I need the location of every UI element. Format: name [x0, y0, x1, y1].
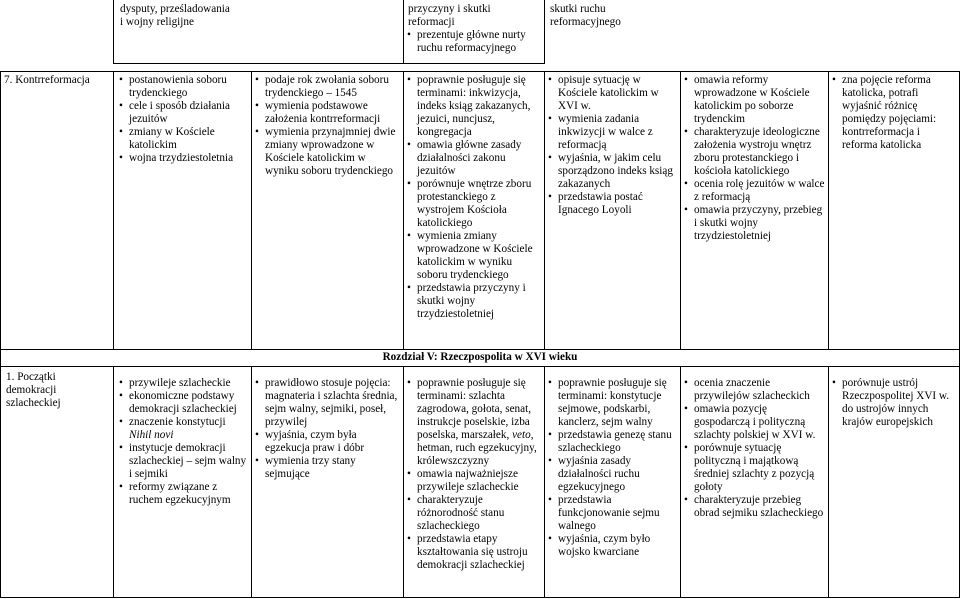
- list-item: [118, 416, 248, 442]
- list-item: • omawia główne zasady działalności zakonu jezuitów: [408, 139, 541, 178]
- row7-advanced-cell: [546, 73, 680, 217]
- bullet-list: [408, 29, 541, 55]
- grid-v: [403, 71, 404, 350]
- bullet-list: [685, 377, 825, 520]
- row7-excellent-cell: [830, 73, 959, 152]
- topic-title: 1. Początki demokracji szlacheckiej: [6, 371, 61, 409]
- text-line: przyczyny i skutki: [408, 3, 491, 15]
- table-border-bottom: [0, 597, 960, 598]
- bullet-list: [118, 377, 248, 507]
- list-item: • wymienia podstawowe założenia kontrreformacji: [256, 100, 400, 126]
- row7-content-cell: [115, 73, 251, 165]
- list-item-text: znaczenie konstytucji: [129, 416, 226, 428]
- list-item: • poprawnie posługuje się terminami: inkwizycja, indeks ksiąg zakazanych, jezuici, nuncjusz, kongregacja: [408, 74, 541, 139]
- bullet-list: [549, 74, 677, 217]
- list-item-text: reformy związane z ruchem egzekucyjnym: [129, 481, 231, 506]
- list-item: • przedstawia genezę stanu szlacheckiego: [549, 429, 677, 455]
- list-item: [118, 481, 248, 507]
- bullet-list: [833, 74, 956, 152]
- bullet-list: [256, 377, 400, 481]
- row1-topic-cell: [3, 370, 111, 410]
- list-item: • wymienia zadania inkwizycji w walce z reformacją: [549, 113, 677, 152]
- bullet-list: [685, 74, 825, 243]
- list-item: • opisuje sytuację w Kościele katolickim w XVI w.: [549, 74, 677, 113]
- list-item: • porównuje sytuację polityczną i majątkową średniej szlachty z pozycją gołoty: [685, 442, 825, 494]
- list-item-text: instytucje demokracji szlacheckiej – sejm walny i sejmiki: [129, 442, 247, 480]
- grid-v: [0, 71, 1, 350]
- grid-v: [680, 366, 681, 598]
- row7-basic-cell: [253, 73, 403, 178]
- table-border-row7-top: [0, 71, 960, 72]
- grid-v: [403, 0, 404, 64]
- list-item: • wyjaśnia zasady działalności ruchu egzekucyjnego: [549, 455, 677, 494]
- topic-title: 7. Kontrreformacja: [4, 74, 90, 86]
- list-item: • postanowienia soboru trydenckiego: [118, 74, 248, 100]
- list-item: • omawia najważniejsze przywileje szlacheckie: [408, 468, 541, 494]
- list-item: • zmiany w Kościele katolickim: [118, 126, 248, 152]
- list-item: • charakteryzuje różnorodność stanu szlacheckiego: [408, 494, 541, 533]
- list-item: • wyjaśnia, czym była egzekucja praw i dóbr: [256, 429, 400, 455]
- grid-v: [544, 0, 545, 64]
- italic-term: veto: [512, 429, 531, 441]
- list-item: • przedstawia etapy kształtowania się ustroju demokracji szlacheckiej: [408, 533, 541, 572]
- row1-extended-cell: [405, 376, 544, 572]
- list-item: • ocenia rolę jezuitów w walce z reformacją: [685, 178, 825, 204]
- grid-v: [680, 71, 681, 350]
- row7-complete-cell: [682, 73, 828, 243]
- list-item: • zna pojęcie reforma katolicka, potrafi wyjaśnić różnicę pomiędzy pojęciami: kontrreformacja i reforma katolicka: [833, 74, 956, 152]
- list-item: • omawia przyczyny, przebieg i skutki wojny trzydziestoletniej: [685, 204, 825, 243]
- row1-basic-cell: [253, 376, 403, 481]
- list-item: • poprawnie posługuje się terminami: konstytucje sejmowe, podskarbi, kanclerz, sejm walny: [549, 377, 677, 429]
- list-item: • omawia reformy wprowadzone w Kościele katolickim po soborze trydenckim: [685, 74, 825, 126]
- top-row-advanced-cell: [547, 2, 680, 29]
- grid-v: [544, 71, 545, 350]
- list-item-text: przywileje szlacheckie: [129, 377, 231, 389]
- grid-v: [251, 71, 252, 350]
- list-item: • omawia pozycję gospodarczą i polityczną szlachty polskiej w XVI w.: [685, 403, 825, 442]
- list-item: • prawidłowo stosuje pojęcia: magnateria i szlachta średnia, sejm walny, sejmiki, poseł, przywilej: [256, 377, 400, 429]
- list-item: • wymienia przynajmniej dwie zmiany wprowadzone w Kościele katolickim w wyniku soboru trydenckiego: [256, 126, 400, 178]
- list-item: • wojna trzydziestoletnia: [118, 152, 248, 165]
- top-row-content-cell: [117, 2, 251, 29]
- list-item: • wyjaśnia, czym było wojsko kwarciane: [549, 533, 677, 559]
- top-row-extended-cell: [405, 2, 544, 55]
- row7-extended-cell: [405, 73, 544, 321]
- list-item: • charakteryzuje ideologiczne założenia wystroju wnętrz zboru protestanckiego i kościoła katolickiego: [685, 126, 825, 178]
- row1-advanced-cell: [546, 376, 680, 559]
- italic-term: Nihil novi: [129, 429, 174, 441]
- grid-v: [113, 71, 114, 350]
- row1-excellent-cell: [830, 376, 959, 429]
- list-item: [118, 377, 248, 390]
- grid-v: [113, 366, 114, 598]
- list-item: • wymienia trzy stany sejmujące: [256, 455, 400, 481]
- grid-v: [544, 366, 545, 598]
- list-item: [118, 390, 248, 416]
- list-item: • porównuje wnętrze zboru protestanckiego z wystrojem Kościoła katolickiego: [408, 178, 541, 230]
- grid-v: [0, 366, 1, 598]
- grid-v: [828, 366, 829, 598]
- section-title: Rozdział V: Rzeczpospolita w XVI wieku: [382, 351, 578, 363]
- grid-v: [828, 71, 829, 350]
- list-item: • poprawnie posługuje się terminami: szlachta zagrodowa, gołota, senat, instrukcje poselskie, izba poselska, marszałek, veto, hetman, ruch egzekucyjny, królewszczyzny: [408, 377, 541, 468]
- list-item: • wymienia zmiany wprowadzone w Kościele katolickim w wyniku soboru trydenckiego: [408, 230, 541, 282]
- list-item: • przedstawia przyczyny i skutki wojny trzydziestoletniej: [408, 282, 541, 321]
- bullet-list: [408, 74, 541, 321]
- bullet-list: [256, 74, 400, 178]
- table-border-section-bottom: [0, 366, 960, 367]
- grid-v: [403, 366, 404, 598]
- row1-content-cell: [115, 376, 251, 507]
- table-border-top-row-bottom: [113, 63, 545, 64]
- bullet-list: [118, 74, 248, 165]
- table-border-row7-bottom: [0, 349, 960, 350]
- list-item: • cele i sposób działania jezuitów: [118, 100, 248, 126]
- list-item: • przedstawia funkcjonowanie sejmu walnego: [549, 494, 677, 533]
- list-item-text: ekonomiczne podstawy demokracji szlacheckiej: [129, 390, 237, 415]
- text-line: i wojny religijne: [120, 16, 194, 28]
- text-line: skutki ruchu: [550, 3, 606, 15]
- list-item: • wyjaśnia, w jakim celu sporządzono indeks ksiąg zakazanych: [549, 152, 677, 191]
- list-item: [118, 442, 248, 481]
- grid-v: [113, 0, 114, 64]
- list-item: • przedstawia postać Ignacego Loyoli: [549, 191, 677, 217]
- text-line: reformacyjnego: [550, 16, 621, 28]
- text-line: dysputy, prześladowania: [120, 3, 230, 15]
- list-item: • podaje rok zwołania soboru trydenckiego – 1545: [256, 74, 400, 100]
- list-item: • prezentuje główne nurty ruchu reformacyjnego: [408, 29, 541, 55]
- text-line: reformacji: [408, 16, 455, 28]
- bullet-list: [408, 377, 541, 572]
- row1-complete-cell: [682, 376, 828, 520]
- bullet-list: [549, 377, 677, 559]
- list-item: • charakteryzuje przebieg obrad sejmiku szlacheckiego: [685, 494, 825, 520]
- list-item: • ocenia znaczenie przywilejów szlacheckich: [685, 377, 825, 403]
- grid-v: [251, 366, 252, 598]
- row7-topic-cell: [1, 73, 113, 87]
- bullet-list: [833, 377, 956, 429]
- list-item: • porównuje ustrój Rzeczpospolitej XVI w. do ustrojów innych krajów europejskich: [833, 377, 956, 429]
